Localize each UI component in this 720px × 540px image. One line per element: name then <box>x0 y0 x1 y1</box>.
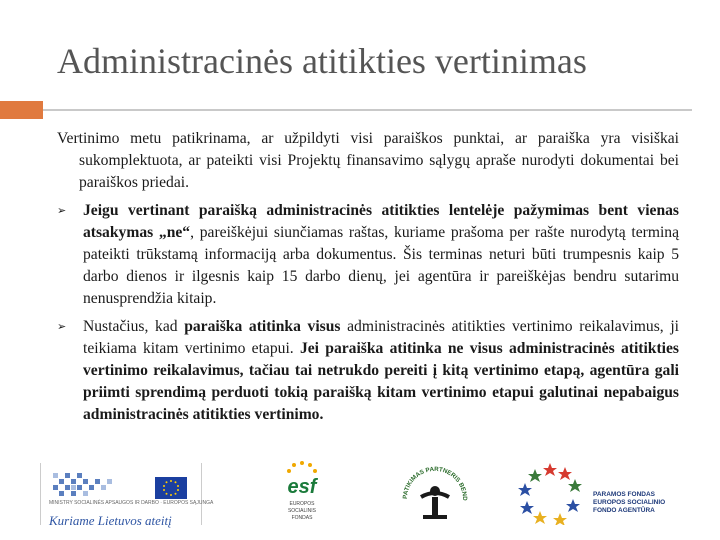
arrow-bullet-icon: ➢ <box>57 320 67 334</box>
ministry-eu-logo <box>40 463 214 528</box>
agency-line-2: EUROPOS SOCIALINIO <box>593 499 666 506</box>
slide-title: Administracinės atitikties vertinimas <box>57 41 587 81</box>
bullet-list <box>57 200 679 425</box>
slogan-text: Kuriame Lietuvos ateitį <box>49 513 172 528</box>
bullet-2-text-b: administracinės atitikties vertinimo reikalavimus, ji teikiama kitam vertinimo etapui. <box>83 318 679 358</box>
svg-text:EUROPOS: EUROPOS <box>289 501 315 507</box>
bullet-2-bold-a: paraiška atitinka visus <box>184 318 341 336</box>
title-accent-bar <box>0 101 43 119</box>
eu-flag-icon <box>155 477 187 499</box>
svg-text:SOCIALINIS: SOCIALINIS <box>287 508 317 514</box>
agency-line-3: FONDO AGENTŪRA <box>593 507 655 514</box>
bullet-item-2 <box>57 316 679 425</box>
footer-logos <box>0 455 720 535</box>
bullet-1-bold: Jeigu vertinant paraišką administracinės atitikties lentelėje pažymimas bent vienas atsakymas „ne“ <box>83 202 679 242</box>
arrow-bullet-icon: ➢ <box>57 204 67 218</box>
ring-caption: PATIKIMAS PARTNERIS BEND <box>401 465 469 501</box>
pixel-grid-icon <box>51 471 131 501</box>
bullet-2-bold-b: Jei paraiška atitinka ne visus administracinės atitikties vertinimo reikalavimus, tačiau tai netrukdo pereiti į kitą vertinimo etapą, agentūra gali priimti sprendimą perduoti tokią paraišką kitam vertinimo etapui galutinai nepabaigus administracinės atitikties vertinimo. <box>83 340 679 423</box>
bullet-1-text: , pareiškėjui siunčiamas raštas, kuriame prašoma per rašte nurodytą terminą pateikti trūkstamą informaciją arba dokumentus. Šis terminas neturi būti trumpesnis kaip 5 darbo dienos ir ilgesnis kaip 15 darbo dienų, jei agentūra ir pareiškėjas bendru sutarimu nenusprendžia kitaip. <box>83 224 680 307</box>
partner-ring-logo <box>395 455 475 533</box>
bullet-item-1 <box>57 200 679 309</box>
title-divider <box>43 109 692 111</box>
agency-line-1: PARAMOS FONDAS <box>593 491 655 498</box>
svg-text:FONDAS: FONDAS <box>291 515 313 521</box>
agency-text <box>593 491 665 515</box>
slide-body <box>57 128 679 425</box>
esf-logo <box>272 459 332 525</box>
ministry-caption: MINISTRY SOCIALINĖS APSAUGOS IR DARBO · EUROPOS SĄJUNGA <box>49 500 214 506</box>
esf-wordmark: esf <box>287 476 317 498</box>
bullet-2-text-a: Nustačius, kad <box>83 318 185 336</box>
agency-logo <box>515 459 685 525</box>
intro-paragraph: Vertinimo metu patikrinama, ar užpildyti visi paraiškos punktai, ar paraiška yra visiškai sukomplektuota, ar pateikti visi Projektų finansavimo sąlygų apraše nurodyti dokumentai bei paraiškos priedai. <box>57 130 679 191</box>
